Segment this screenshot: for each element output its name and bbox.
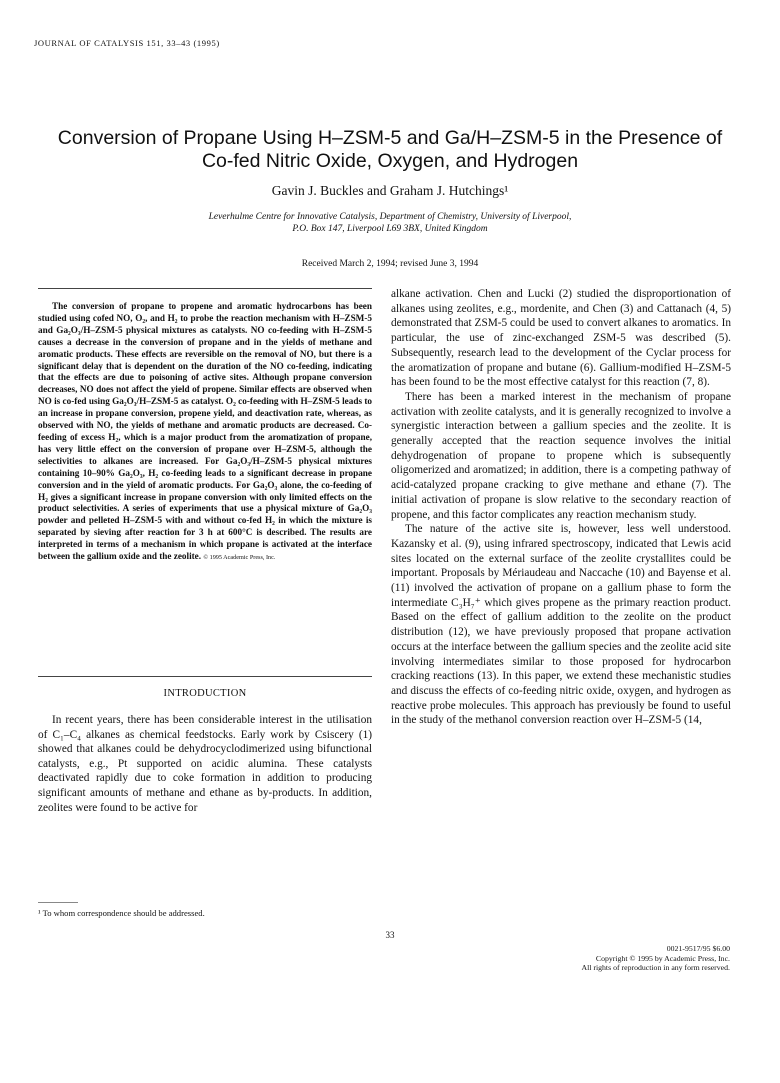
abstract-bottom-rule [38, 676, 372, 677]
footnote: ¹ To whom correspondence should be addressed. [38, 908, 205, 918]
journal-header: JOURNAL OF CATALYSIS 151, 33–43 (1995) [34, 38, 220, 48]
footnote-rule [38, 902, 78, 903]
affiliation-line-1: Leverhulme Centre for Innovative Catalysis, Department of Chemistry, University of Liverpool, [208, 212, 572, 222]
right-paragraph-1: alkane activation. Chen and Lucki (2) studied the disproportionation of alkanes using zeolites, e.g., mordenite, and Chen (3) and Cattanach (4, 5) demonstrated that ZSM-5 could be used to convert alkanes to aromatics. In particular, the use of zinc-exchanged ZSM-5 was described (5). Subsequently, research lead to the development of the Cyclar process for the aromatization of propane and butane (6). Gallium-modified H–ZSM-5 has been found to be the most effective catalyst for this reaction (7, 8). [391, 288, 731, 389]
received-dates: Received March 2, 1994; revised June 3, 1994 [301, 259, 479, 269]
abstract [38, 301, 372, 564]
introduction-text: In recent years, there has been considerable interest in the utilisation of C₁–C₄ alkanes as chemical feedstocks. Early work by Csiscery (1) showed that alkanes could be dehydrocyclodimerized using bifunctional catalysts, e.g., Pt supported on acidic alumina. These catalysts deactivated rapidly due to coke formation in addition to producing significant amounts of methane and ethane as by-products. In addition, zeolites were found to be active for [38, 714, 372, 814]
abstract-copyright: © 1995 Academic Press, Inc. [203, 554, 276, 562]
copyright-rights: All rights of reproduction in any form reserved. [581, 963, 730, 972]
copyright-code: 0021-9517/95 $6.00 [666, 944, 730, 953]
abstract-top-rule [38, 288, 372, 289]
introduction-heading: INTRODUCTION [163, 688, 247, 699]
copyright-block [430, 944, 730, 973]
affiliation-line-2: P.O. Box 147, Liverpool L69 3BX, United Kingdom [292, 224, 488, 234]
page-number: 33 [385, 930, 395, 940]
right-paragraph-2: There has been a marked interest in the mechanism of propane activation with zeolite catalysts, and it is generally recognized to involve a synergistic interaction between a gallium species and the zeolite. It is generally accepted that the reaction sequence involves the initial dehydrogenation of propane to propene which is subsequently oligomerized and aromatized; in addition, there is a competing pathway of acid-catalyzed propane cracking to give methane and ethane (7). The initial activation of propane is slow relative to the secondary reaction of propene, and this factor complicates any reaction mechanism study. [391, 390, 731, 521]
affiliation [40, 211, 740, 235]
authors: Gavin J. Buckles and Graham J. Hutchings¹ [271, 183, 509, 198]
abstract-text: The conversion of propane to propene and aromatic hydrocarbons has been studied using cofed NO, O₂, and H₂ to probe the reaction mechanism with H–ZSM-5 and Ga₂O₃/H–ZSM-5 physical mixtures as catalysts. NO co-feeding with H–ZSM-5 causes a decrease in the conversion of propane and in the yields of methane and aromatic products. These effects are reversible on the removal of NO, but there is a significant delay that is dependent on the duration of the NO co-feeding, indicating that the effects are due to poisoning of active sites. Although propane conversion decreases, NO does not affect the yield of propene. Similar effects are observed when NO is co-fed using Ga₂O₃/H–ZSM-5 as catalyst. O₂ co-feeding with H–ZSM-5 leads to an increase in propane conversion, propene yield, and deactivation rate, whereas, as observed with NO, the yields of methane and aromatic products are decreased. Co-feeding of excess H₂, which is a major product from the aromatization of propane, has very little effect on the conversion of propane over H–ZSM-5, although the selectivities to alkanes are increased. For Ga₂O₃/H–ZSM-5 physical mixtures containing 10–90% Ga₂O₃, H₂ co-feeding leads to a significant decrease in propane conversion and in the yield of aromatic products. For Ga₂O₃ alone, the co-feeding of H₂ gives a significant increase in propane conversion with only limited effects on the product selectivities. A series of experiments that use a physical mixture of Ga₂O₃ powder and pelleted H–ZSM-5 with and without co-fed H₂ in which the mixture is separated by sieving after reaction for 3 h at 600°C is described. The results are interpreted in terms of a mechanism in which propane is activated at the interface between the gallium oxide and the zeolite. [38, 301, 372, 562]
right-column [391, 287, 731, 728]
paper-title: Conversion of Propane Using H–ZSM-5 and Ga/H–ZSM-5 in the Presence of Co-fed Nitric Oxide, Oxygen, and Hydrogen [57, 127, 723, 172]
right-paragraph-3: The nature of the active site is, however, less well understood. Kazansky et al. (9), using infrared spectroscopy, indicated that Lewis acid sites located on the external surface of the zeolite crystallites could be important. Proposals by Mériaudeau and Naccache (10) and Bayense et al. (11) involved the activation of propane on a gallium phase to form the intermediate C₃H₇⁺ which gives propene as the primary reaction product. Based on the effect of gallium addition to the zeolite on the product distribution (12), we have previously proposed that propane activation occurs at the interface between the gallium species and the zeolite acid site involving intermediates similar to those proposed for hydrocarbon cracking reactions (13). In this paper, we extend these mechanistic studies and discuss the effects of co-feeding nitric oxide, oxygen, and hydrogen as reactive probe molecules. This approach has previously be found to useful in the study of the methanol conversion reaction over H–ZSM-5 (14, [391, 523, 731, 727]
copyright-notice: Copyright © 1995 by Academic Press, Inc. [595, 953, 730, 963]
